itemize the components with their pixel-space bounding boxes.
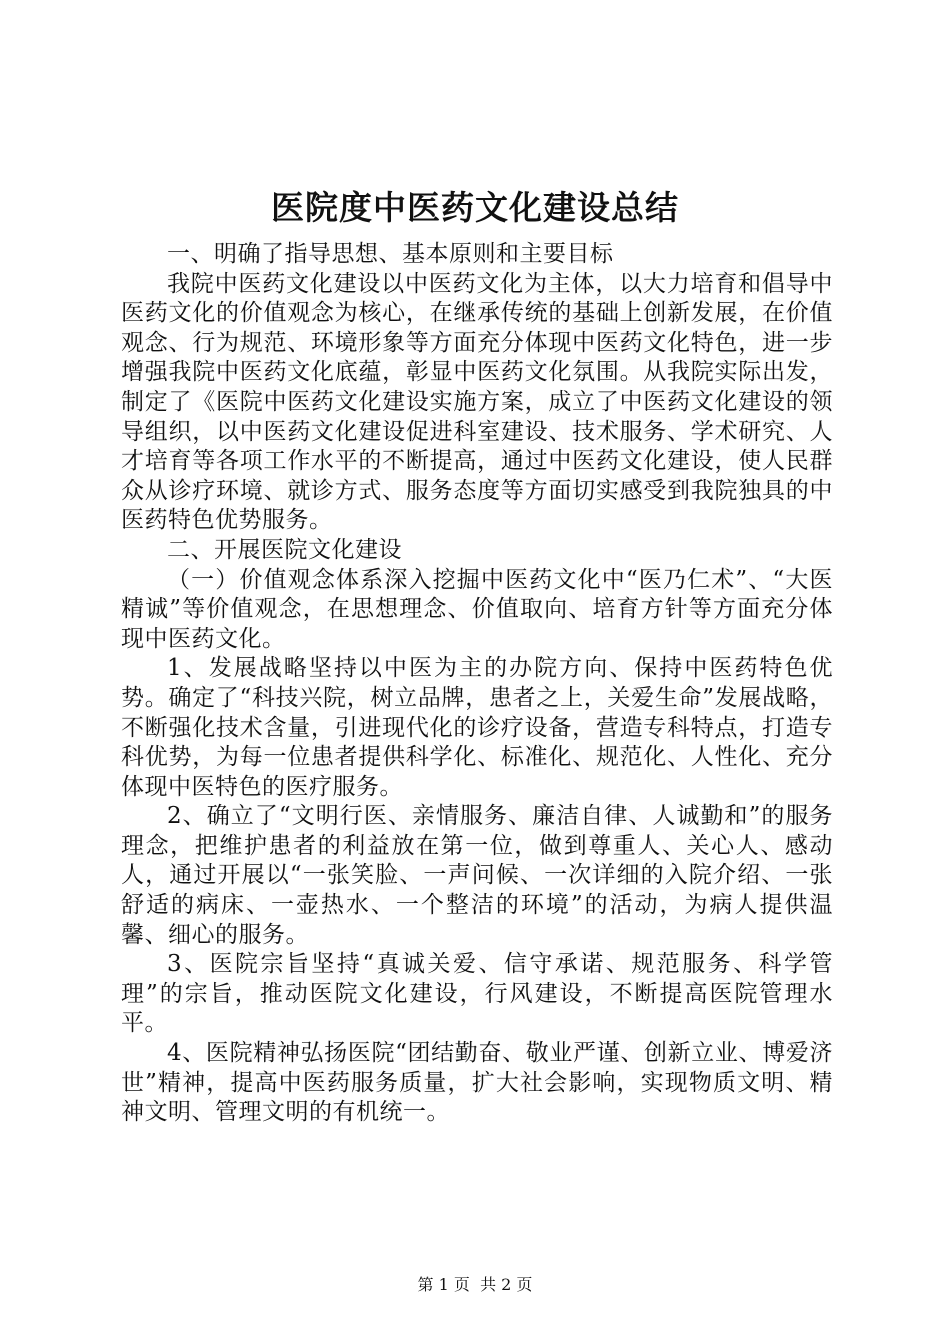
section-heading: 二、开展医院文化建设	[167, 536, 402, 563]
body-paragraph: 我院中医药文化建设以中医药文化为主体，以大力培育和倡导中医药文化的价值观念为核心，在继承传统的基础上创新发展，在价值观念、行为规范、环境形象等方面充分体现中医药文化特色，进一步增强我院中医药文化底蕴，彰显中医药文化氛围。从我院实际出发，制定了《医院中医药文化建设实施方案，成立了中医药文化建设的领导组织，以中医药文化建设促进科室建设、技术服务、学术研究、人才培育等各项工作水平的不断提高，通过中医药文化建设，使人民群众从诊疗环境、就诊方式、服务态度等方面切实感受到我院独具的中医药特色优势服务。	[121, 270, 833, 534]
body-paragraph: 3、医院宗旨坚持“真诚关爱、信守承诺、规范服务、科学管理”的宗旨，推动医院文化建设，行风建设，不断提高医院管理水平。	[121, 951, 833, 1037]
body-paragraph: 4、医院精神弘扬医院“团结勤奋、敬业严谨、创新立业、博爱济世”精神，提高中医药服务质量，扩大社会影响，实现物质文明、精神文明、管理文明的有机统一。	[121, 1040, 833, 1126]
page-number-footer: 第 1 页 共 2 页	[417, 1275, 533, 1294]
document-body	[121, 240, 833, 1128]
body-paragraph: （一）价值观念体系深入挖掘中医药文化中“医乃仁术”、“大医精诚”等价值观念，在思想理念、价值取向、培育方针等方面充分体现中医药文化。	[121, 566, 833, 652]
body-paragraph: 2、确立了“文明行医、亲情服务、廉洁自律、人诚勤和”的服务理念，把维护患者的利益放在第一位，做到尊重人、关心人、感动人，通过开展以“一张笑脸、一声问候、一次详细的入院介绍、一张舒适的病床、一壶热水、一个整洁的环境”的活动，为病人提供温馨、细心的服务。	[121, 803, 833, 948]
section-heading: 一、明确了指导思想、基本原则和主要目标	[167, 241, 614, 267]
body-paragraph: 1、发展战略坚持以中医为主的办院方向、保持中医药特色优势。确定了“科技兴院，树立品牌，患者之上，关爱生命”发展战略，不断强化技术含量，引进现代化的诊疗设备，营造专科特点，打造专科优势，为每一位患者提供科学化、标准化、规范化、人性化、充分体现中医特色的医疗服务。	[121, 655, 833, 800]
document-title: 医院度中医药文化建设总结	[271, 188, 679, 227]
